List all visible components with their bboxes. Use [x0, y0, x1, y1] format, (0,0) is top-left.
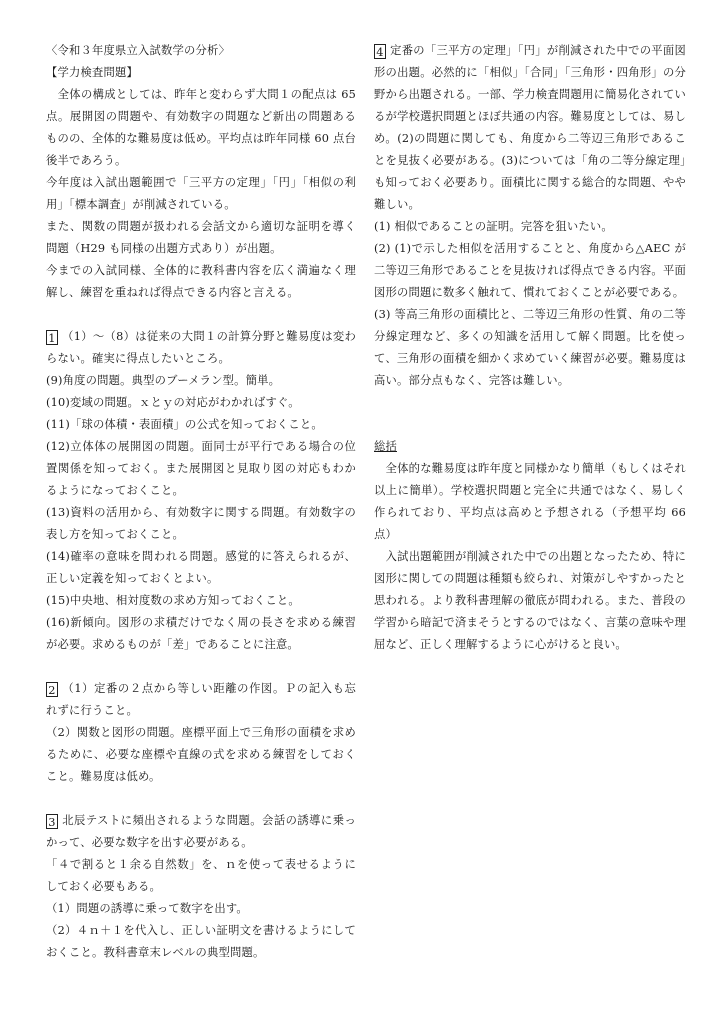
q1-line: (13)資料の活用から、有効数字に関する問題。有効数字の表し方を知っておくこと。 [46, 506, 356, 541]
intro-paragraph-3: また、関数の問題が扱われる会話文から適切な証明を導く問題（H29 も同様の出題方式あり）が出題。 [46, 220, 356, 255]
right-column [374, 40, 686, 656]
question-1-section [46, 326, 356, 656]
q3-line: （2）４ｎ＋１を代入し、正しい証明文を書けるようにしておくこと。教科書章末レベルの典型問題。 [46, 924, 356, 959]
intro-paragraph-2: 今年度は入試出題範囲で「三平方の定理」「円」「相似の利用」「標本調査」が削減されている。 [46, 176, 356, 211]
question-number-box: 2 [46, 682, 58, 697]
section-label: 【学力検査問題】 [46, 66, 138, 79]
q1-line: (10)変域の問題。ｘとｙの対応がわかればすぐ。 [46, 396, 300, 409]
doc-title: 〈令和３年度県立入試数学の分析〉 [46, 44, 230, 57]
question-2-section [46, 678, 356, 788]
q2-line: （2）関数と図形の問題。座標平面上で三角形の面積を求めるために、必要な座標や直線の式を求める練習をしておくこと。難易度は低め。 [46, 726, 356, 783]
q1-line: (15)中央地、相対度数の求め方知っておくこと。 [46, 594, 300, 607]
q4-line: 定番の「三平方の定理」「円」が削減された中での平面図形の出題。必然的に「相似」「合同」「三角形・四角形」の分野から出題される。一部、学力検査問題用に簡易化されているが学校選択問題とほぼ共通の内容。難易度としては、易しめ。(2)の問題に関しても、角度から二等辺三角形であることを見抜く必要がある。(3)については「角の二等分線定理」も知っておく必要あり。面積比に関する総合的な問題、やや難しい。 [374, 44, 686, 211]
summary-paragraph-1: 全体的な難易度は昨年度と同様かなり簡単（もしくはそれ以上に簡単）。学校選択問題と完全に共通ではなく、易しく作られており、平均点は高めと予想される（予想平均 66 点） [374, 462, 686, 541]
question-number-box: 1 [46, 330, 58, 345]
q1-line: (11)「球の体積・表面積」の公式を知っておくこと。 [46, 418, 323, 431]
q1-line: (16)新傾向。図形の求積だけでなく周の長さを求める練習が必要。求めるものが「差」であることに注意。 [46, 616, 356, 651]
summary-paragraph-2: 入試出題範囲が削減された中での出題となったため、特に図形に関しての問題は種類も絞られ、対策がしやすかったと思われる。より教科書理解の徹底が問われる。また、普段の学習から暗記で済まそうとするのではなく、言葉の意味や理屈など、正しく理解するように心がけると良い。 [374, 550, 686, 651]
summary-section [374, 436, 686, 656]
q1-line: (14)確率の意味を問われる問題。感覚的に答えられるが、正しい定義を知っておくとよい。 [46, 550, 356, 585]
q4-line: (1) 相似であることの証明。完答を狙いたい。 [374, 220, 613, 233]
summary-heading: 総括 [374, 440, 397, 453]
q3-line: 北辰テストに頻出されるような問題。会話の誘導に乗っかって、必要な数字を出す必要がある。 [46, 814, 356, 849]
q3-line: （1）問題の誘導に乗って数字を出す。 [46, 902, 248, 915]
q4-line: (3) 等高三角形の面積比と、二等辺三角形の性質、角の二等分線定理など、多くの知識を活用して解く問題。比を使って、三角形の面積を細かく求めていく練習が必要。難易度は高い。部分点もなく、完答は難しい。 [374, 308, 686, 387]
q2-line: （1）定番の２点から等しい距離の作図。Ｐの記入も忘れずに行うこと。 [46, 682, 356, 717]
question-number-box: 3 [46, 814, 58, 829]
question-4-section [374, 40, 686, 392]
question-3-section [46, 810, 356, 964]
q3-line: 「４で割ると１余る自然数」を、ｎを使って表せるようにしておく必要もある。 [46, 858, 356, 893]
q1-line: (12)立体体の展開図の問題。面同士が平行である場合の位置関係を知っておく。また展開図と見取り図の対応もわかるようになっておくこと。 [46, 440, 356, 497]
q1-line: （1）～（8）は従来の大問１の計算分野と難易度は変わらない。確実に得点したいところ。 [46, 330, 356, 365]
intro-paragraph-4: 今までの入試同様、全体的に教科書内容を広く満遍なく理解し、練習を重ねれば得点できる内容と言える。 [46, 264, 356, 299]
left-column [46, 40, 356, 964]
q4-line: (2) (1)で示した相似を活用することと、角度から△AEC が二等辺三角形であることを見抜ければ得点できる内容。平面図形の問題に数多く触れて、慣れておくことが必要である。 [374, 242, 686, 299]
q1-line: (9)角度の問題。典型のブーメラン型。簡単。 [46, 374, 281, 387]
question-number-box: 4 [374, 44, 386, 59]
intro-paragraph-1: 全体の構成としては、昨年と変わらず大問１の配点は 65 点。展開図の問題や、有効数字の問題など新出の問題あるものの、全体的な難易度は低め。平均点は昨年同様 60 点台後半であろう。 [46, 88, 356, 167]
